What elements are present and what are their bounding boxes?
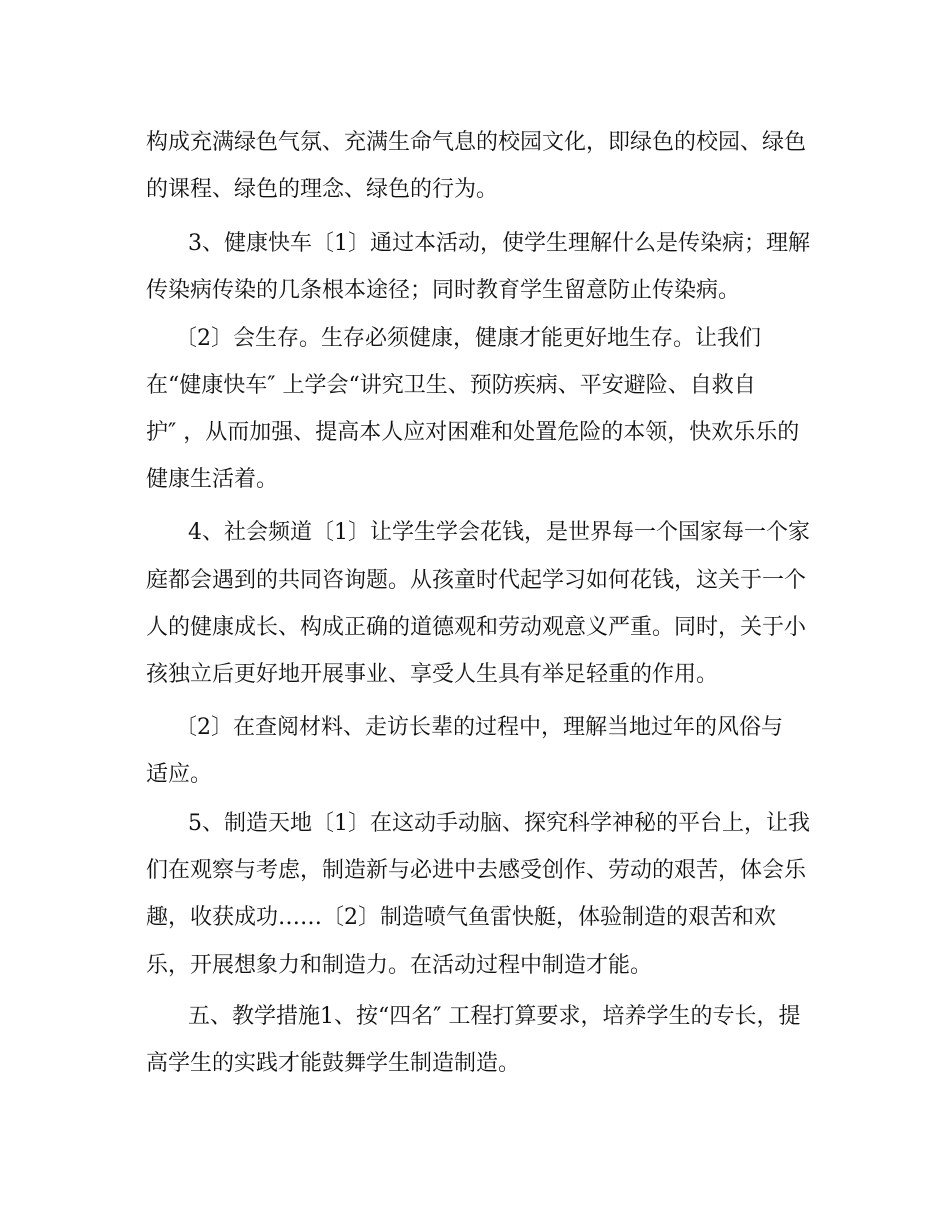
text-line: 3、健康快车〔1〕通过本活动，使学生理解什么是传染病；理解 [188,231,810,256]
text-line: 乐，开展想象力和制造力。在活动过程中制造才能。 [146,953,653,978]
text-line: 人的健康成长、构成正确的道德观和劳动观意义严重。同时，关于小 [146,615,807,640]
text-line: 趣，收获成功……〔2〕制造喷气鱼雷快艇，体验制造的艰苦和欢 [146,905,776,930]
text-line: 们在观察与考虑，制造新与必进中去感受创作、劳动的艰苦，体会乐 [146,858,807,883]
text-line: 构成充满绿色气氛、充满生命气息的校园文化，即绿色的校园、绿色 [146,130,807,155]
text-line: 的课程、绿色的理念、绿色的行为。 [146,177,499,202]
text-line: 适应。 [146,762,213,787]
text-line: 在“健康快车″ 上学会“讲究卫生、预防疾病、平安避险、自救自 [146,373,756,398]
text-line: 〔2〕在查阅材料、走访长辈的过程中，理解当地过年的风俗与 [175,715,783,740]
text-line: 庭都会遇到的共同咨询题。从孩童时代起学习如何花钱，这关于一个 [146,568,807,593]
text-line: 高学生的实践才能鼓舞学生制造制造。 [146,1051,521,1076]
text-line: 健康生活着。 [146,467,279,492]
text-line: 5、制造天地〔1〕在这动手动脑、探究科学神秘的平台上，让我 [188,811,810,836]
text-line: 孩独立后更好地开展事业、享受人生具有举足轻重的作用。 [146,662,719,687]
text-line: 4、社会频道〔1〕让学生学会花钱，是世界每一个国家每一个家 [188,520,810,545]
text-line: 五、教学措施1、按“四名″ 工程打算要求，培养学生的专长，提 [188,1004,801,1029]
text-line: 护″ ，从而加强、提高本人应对困难和处置危险的本领，快欢乐乐的 [146,420,800,445]
text-line: 传染病传染的几条根本途径；同时教育学生留意防止传染病。 [146,278,741,303]
text-line: 〔2〕会生存。生存必须健康，健康才能更好地生存。让我们 [175,326,761,351]
